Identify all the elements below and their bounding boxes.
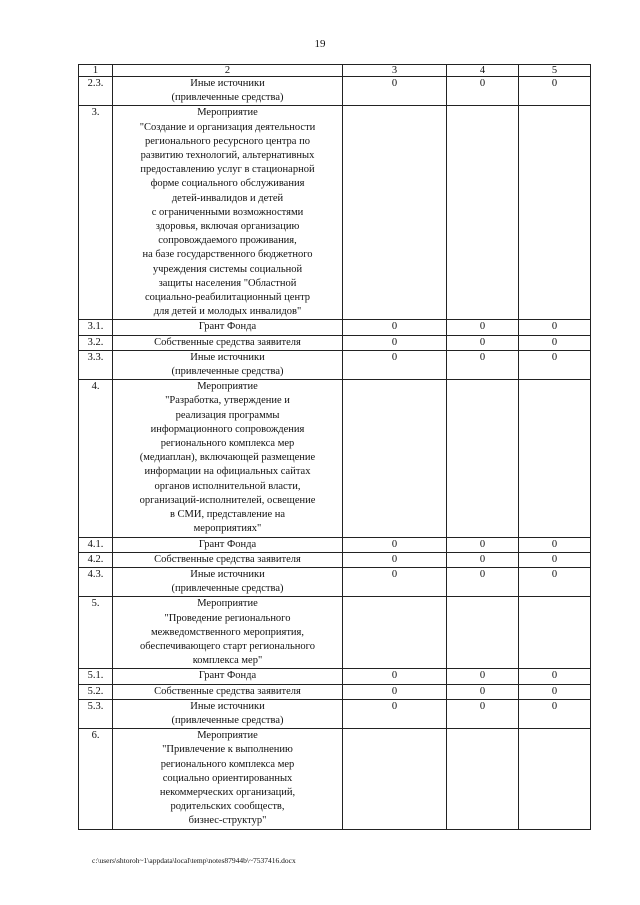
row-value-col5: 0: [519, 669, 591, 684]
row-value-col3: [343, 597, 447, 669]
row-value-col5: [519, 106, 591, 320]
row-description: Мероприятие "Привлечение к выполнению регионального комплекса мер социально ориентированных некоммерческих организаций, родительских сообществ, бизнес-структур": [113, 729, 343, 829]
row-value-col3: 0: [343, 552, 447, 567]
table-row: [79, 684, 591, 699]
row-value-col4: 0: [447, 669, 519, 684]
row-value-col3: [343, 106, 447, 320]
row-value-col4: 0: [447, 567, 519, 596]
row-value-col5: 0: [519, 567, 591, 596]
row-description: Собственные средства заявителя: [113, 552, 343, 567]
row-description: Мероприятие "Разработка, утверждение и реализация программы информационного сопровождения регионального комплекса мер (медиаплан), включающей размещение информации на официальных сайтах органов исполнительной власти, организаций-исполнителей, освещение в СМИ, представление на мероприятиях": [113, 380, 343, 537]
row-description: Иные источники (привлеченные средства): [113, 350, 343, 379]
row-value-col3: 0: [343, 350, 447, 379]
row-value-col5: 0: [519, 350, 591, 379]
row-description: Грант Фонда: [113, 537, 343, 552]
row-value-col4: 0: [447, 77, 519, 106]
row-value-col3: 0: [343, 77, 447, 106]
row-value-col5: 0: [519, 77, 591, 106]
row-description: Грант Фонда: [113, 669, 343, 684]
table-row: [79, 350, 591, 379]
table-row: [79, 380, 591, 537]
row-number: 4.2.: [79, 552, 113, 567]
row-value-col5: [519, 729, 591, 829]
row-number: 6.: [79, 729, 113, 829]
row-value-col4: [447, 380, 519, 537]
row-value-col5: [519, 380, 591, 537]
row-value-col3: 0: [343, 320, 447, 335]
row-number: 4.1.: [79, 537, 113, 552]
row-value-col4: [447, 106, 519, 320]
row-description: Собственные средства заявителя: [113, 684, 343, 699]
budget-table: [78, 64, 591, 830]
row-description: Мероприятие "Создание и организация деятельности регионального ресурсного центра по развитию технологий, альтернативных предоставлению услуг в стационарной форме социального обслуживания детей-инвалидов и детей с ограниченными возможностями здоровья, включая организацию сопровождаемого проживания, на базе государственного бюджетного учреждения системы социальной защиты населения "Областной социально-реабилитационный центр для детей и молодых инвалидов": [113, 106, 343, 320]
row-number: 2.3.: [79, 77, 113, 106]
row-number: 4.3.: [79, 567, 113, 596]
row-value-col4: 0: [447, 699, 519, 728]
row-value-col3: [343, 380, 447, 537]
row-description: Иные источники (привлеченные средства): [113, 567, 343, 596]
row-value-col5: 0: [519, 552, 591, 567]
table-header-row: [79, 65, 591, 77]
row-value-col3: 0: [343, 669, 447, 684]
row-number: 5.2.: [79, 684, 113, 699]
row-value-col3: 0: [343, 567, 447, 596]
row-value-col4: 0: [447, 320, 519, 335]
page-number: 19: [314, 38, 326, 50]
header-cell-5: 5: [519, 65, 591, 77]
row-value-col4: 0: [447, 335, 519, 350]
row-description: Мероприятие "Проведение регионального межведомственного мероприятия, обеспечивающего старт регионального комплекса мер": [113, 597, 343, 669]
header-cell-2: 2: [113, 65, 343, 77]
table-row: [79, 669, 591, 684]
row-number: 5.: [79, 597, 113, 669]
table-row: [79, 537, 591, 552]
row-value-col3: 0: [343, 335, 447, 350]
table-row: [79, 106, 591, 320]
table-row: [79, 567, 591, 596]
table-row: [79, 77, 591, 106]
header-cell-4: 4: [447, 65, 519, 77]
row-number: 4.: [79, 380, 113, 537]
row-value-col4: 0: [447, 350, 519, 379]
row-description: Иные источники (привлеченные средства): [113, 77, 343, 106]
row-value-col3: 0: [343, 537, 447, 552]
table-row: [79, 335, 591, 350]
table-row: [79, 729, 591, 829]
row-description: Иные источники (привлеченные средства): [113, 699, 343, 728]
row-value-col5: 0: [519, 320, 591, 335]
row-number: 3.1.: [79, 320, 113, 335]
row-description: Грант Фонда: [113, 320, 343, 335]
row-number: 3.: [79, 106, 113, 320]
row-value-col4: [447, 729, 519, 829]
row-number: 3.2.: [79, 335, 113, 350]
row-value-col3: 0: [343, 684, 447, 699]
table-row: [79, 597, 591, 669]
row-value-col3: [343, 729, 447, 829]
header-cell-3: 3: [343, 65, 447, 77]
row-value-col4: [447, 597, 519, 669]
row-number: 5.3.: [79, 699, 113, 728]
table-row: [79, 699, 591, 728]
row-value-col5: 0: [519, 684, 591, 699]
row-value-col4: 0: [447, 552, 519, 567]
row-value-col5: [519, 597, 591, 669]
row-number: 5.1.: [79, 669, 113, 684]
row-number: 3.3.: [79, 350, 113, 379]
table-row: [79, 552, 591, 567]
row-value-col3: 0: [343, 699, 447, 728]
row-value-col4: 0: [447, 684, 519, 699]
row-value-col4: 0: [447, 537, 519, 552]
row-value-col5: 0: [519, 699, 591, 728]
row-description: Собственные средства заявителя: [113, 335, 343, 350]
row-value-col5: 0: [519, 335, 591, 350]
footer-file-path: c:\users\shtoroh~1\appdata\local\temp\notes87944b\~7537416.docx: [92, 856, 296, 865]
header-cell-1: 1: [79, 65, 113, 77]
table-row: [79, 320, 591, 335]
row-value-col5: 0: [519, 537, 591, 552]
